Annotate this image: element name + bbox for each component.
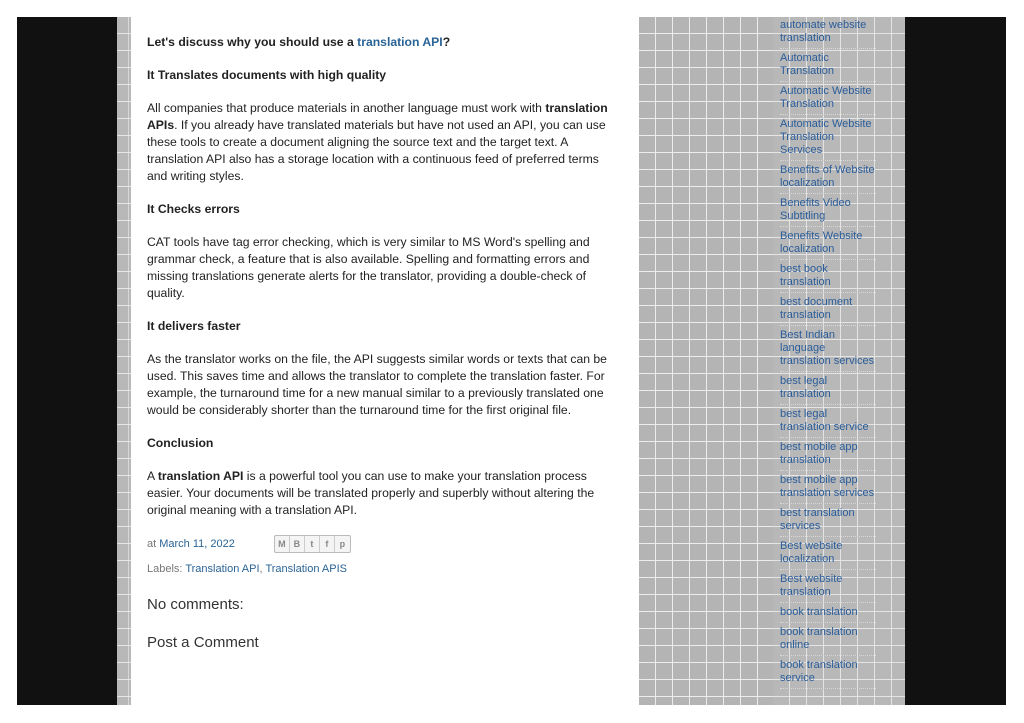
- sidebar-label-item[interactable]: Automatic Website Translation: [780, 82, 876, 115]
- sidebar-label-item[interactable]: book translation online: [780, 623, 876, 656]
- sidebar-label-item[interactable]: best mobile app translation services: [780, 471, 876, 504]
- paragraph-conclusion: A translation API is a powerful tool you can use to make your translation process easier. Your documents will be translated properly and superbly without altering the original meaning with a translation API.: [147, 469, 595, 517]
- sidebar-label-item[interactable]: best document translation: [780, 293, 876, 326]
- sidebar-label-item[interactable]: Benefits of Website localization: [780, 161, 876, 194]
- blogger-icon[interactable]: B: [290, 536, 305, 552]
- post-footer-date: at March 11, 2022 M B t f p: [147, 535, 611, 553]
- sidebar-label-item[interactable]: Benefits Video Subtitling: [780, 194, 876, 227]
- post-labels: Labels: Translation API, Translation APIS: [147, 563, 347, 575]
- sidebar-label-item[interactable]: Best Indian language translation services: [780, 326, 876, 372]
- section-heading-conclusion: Conclusion: [147, 436, 214, 450]
- post-comment-heading: Post a Comment: [147, 634, 259, 651]
- comments-heading: No comments:: [147, 596, 244, 613]
- sidebar-label-item[interactable]: best legal translation service: [780, 405, 876, 438]
- paragraph-quality: All companies that produce materials in another language must work with translation APIs. If you already have translated materials but have not used an API, you can use these tools to create a document aligning the source text and the target text. A translation API also has a storage location with a continuous feed of preferred terms and writing styles.: [147, 101, 608, 183]
- sidebar-label-item[interactable]: Best website translation: [780, 570, 876, 603]
- section-heading-errors: It Checks errors: [147, 202, 240, 216]
- translation-api-link[interactable]: translation API: [357, 35, 443, 49]
- sidebar-label-item[interactable]: Best website localization: [780, 537, 876, 570]
- sidebar-label-item[interactable]: automate website translation: [780, 17, 876, 49]
- section-heading-faster: It delivers faster: [147, 319, 241, 333]
- email-icon[interactable]: M: [275, 536, 290, 552]
- share-buttons: [274, 535, 351, 553]
- sidebar-pattern-strip: [639, 17, 773, 705]
- facebook-icon[interactable]: f: [320, 536, 335, 552]
- label-translation-apis[interactable]: Translation APIS: [265, 563, 347, 575]
- twitter-icon[interactable]: t: [305, 536, 320, 552]
- labels-widget: [773, 17, 905, 705]
- pinterest-icon[interactable]: p: [339, 539, 346, 549]
- main-content: [131, 17, 639, 705]
- sidebar-label-item[interactable]: best book translation: [780, 260, 876, 293]
- post-body: [147, 34, 611, 653]
- sidebar-label-item[interactable]: best legal translation: [780, 372, 876, 405]
- sidebar-label-item[interactable]: best mobile app translation: [780, 438, 876, 471]
- sidebar-label-item[interactable]: book translation service: [780, 656, 876, 689]
- sidebar-label-item[interactable]: best translation services: [780, 504, 876, 537]
- post-date-link[interactable]: March 11, 2022: [159, 537, 235, 550]
- sidebar-label-item[interactable]: Automatic Website Translation Services: [780, 115, 876, 161]
- left-pattern-strip: [117, 17, 131, 705]
- sidebar-label-item[interactable]: Benefits Website localization: [780, 227, 876, 260]
- label-translation-api[interactable]: Translation API: [185, 563, 260, 575]
- sidebar-label-item[interactable]: book translation: [780, 603, 876, 623]
- section-heading-quality: It Translates documents with high quality: [147, 68, 387, 82]
- labels-list: [773, 17, 905, 689]
- paragraph-faster: As the translator works on the file, the API suggests similar words or texts that can be used. This saves time and allows the translator to complete the translation faster. For example, the turnaround time for a new manual similar to a previously translated one would be considerably shorter than the turnaround time for the first original file.: [147, 352, 607, 417]
- intro-heading: Let's discuss why you should use a translation API?: [147, 35, 451, 49]
- sidebar-label-item[interactable]: Automatic Translation: [780, 49, 876, 82]
- paragraph-errors: CAT tools have tag error checking, which is very similar to MS Word's spelling and grammar check, a feature that is also available. Spelling and formatting errors and missing translations generate alerts for the translator, providing a double-check of quality.: [147, 235, 590, 300]
